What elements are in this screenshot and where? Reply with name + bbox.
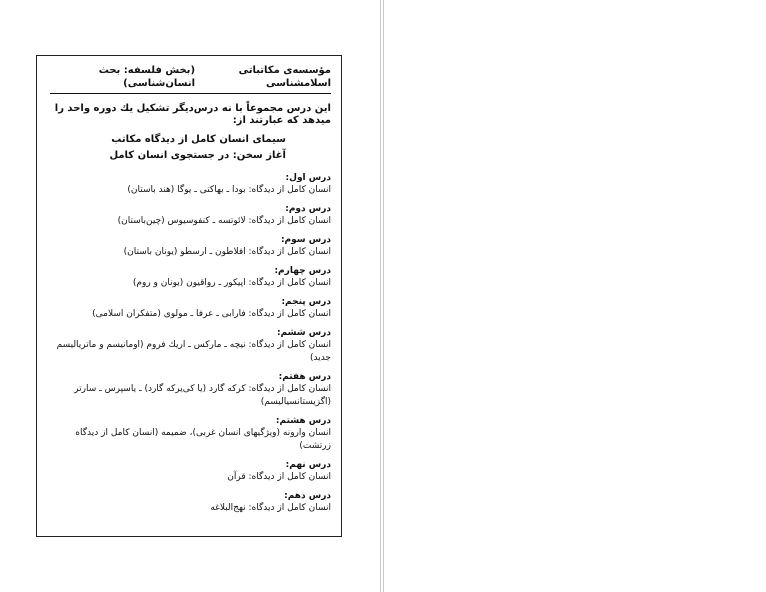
lesson-item	[50, 265, 331, 290]
lesson-text: انسان وارونه (ویژگیهای انسان غربی)، ضمیمه (انسان کامل از دیدگاه زرتشت)	[75, 428, 331, 451]
lesson-text: انسان کامل از دیدگاه: کرکه گارد (یا کی‌یرکه گارد) ـ یاسپرس ـ سارتر (اگزیستانسیالیسم)	[74, 384, 331, 407]
right-page-blank	[384, 0, 766, 592]
document-header	[50, 64, 331, 94]
lesson-title: درس سوم:	[280, 235, 331, 245]
lesson-text: انسان کامل از دیدگاه: فارابی ـ عرفا ـ مولوی (متفکران اسلامی)	[92, 309, 331, 319]
lesson-item	[50, 371, 331, 409]
lesson-title: درس دهم:	[284, 491, 331, 501]
lesson-text: انسان کامل از دیدگاه: نهج‌البلاغه	[210, 503, 331, 513]
course-preface: آغاز سخن: در جستجوی انسان کامل	[109, 150, 286, 161]
page-divider	[380, 0, 381, 592]
document-content	[50, 64, 331, 530]
document-page	[36, 55, 342, 537]
institute-name: مؤسسه‌ی مکاتباتی اسلامشناسی	[238, 65, 331, 89]
lesson-title: درس هشتم:	[275, 416, 331, 426]
lesson-item	[50, 490, 331, 515]
lesson-title: درس اول:	[285, 173, 331, 183]
lesson-title: درس چهارم:	[274, 266, 331, 276]
course-title: سیمای انسان کامل از دیدگاه مکاتب	[111, 134, 286, 145]
lesson-title: درس دوم:	[285, 204, 331, 214]
lesson-title: درس نهم:	[285, 460, 331, 470]
lesson-item	[50, 296, 331, 321]
lesson-text: انسان کامل از دیدگاه: بودا ـ بهاکتی ـ یوگا (هند باستان)	[127, 185, 331, 195]
lesson-text: انسان کامل از دیدگاه: اپیکور ـ رواقیون (یونان و روم)	[132, 278, 331, 288]
lesson-item	[50, 203, 331, 228]
lesson-item	[50, 234, 331, 259]
lesson-text: انسان کامل از دیدگاه: افلاطون ـ ارسطو (یونان باستان)	[123, 247, 331, 257]
left-page	[0, 0, 380, 592]
lesson-text: انسان کامل از دیدگاه: لائوتسه ـ کنفوسیوس (چین‌باستان)	[117, 216, 331, 226]
intro-text: این درس مجموعاً با نه درس‌دیگر تشکیل یك دوره واحد را میدهد که عبارتند از:	[54, 103, 331, 126]
lesson-item	[50, 459, 331, 484]
lesson-item	[50, 327, 331, 365]
lesson-item	[50, 172, 331, 197]
lesson-title: درس ششم:	[276, 328, 331, 338]
section-name: (بخش فلسفه: بحث انسان‌شناسی)	[98, 65, 196, 89]
lesson-text: انسان کامل از دیدگاه: نیچه ـ مارکس ـ اریك فروم (اومانیسم و ماتریالیسم جدید)	[56, 340, 331, 363]
lesson-title: درس هفتم:	[278, 372, 331, 382]
lesson-item	[50, 415, 331, 453]
lesson-text: انسان کامل از دیدگاه: قرآن	[227, 472, 331, 482]
lesson-title: درس پنجم:	[281, 297, 331, 307]
